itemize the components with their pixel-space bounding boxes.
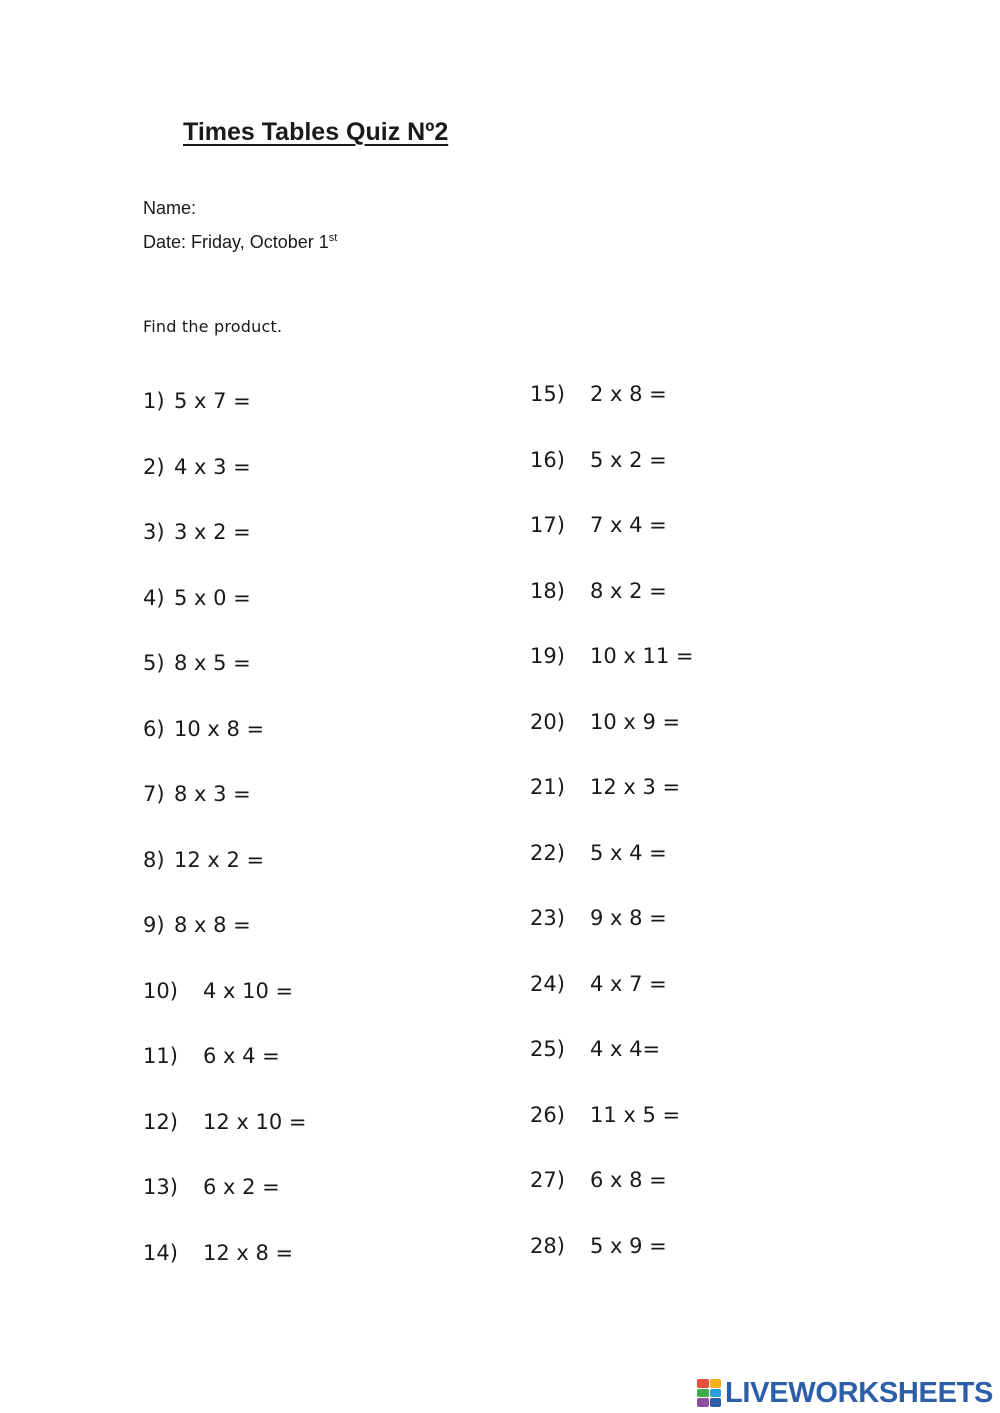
question-item bbox=[143, 651, 473, 717]
question-number: 19) bbox=[530, 644, 565, 668]
name-label: Name: bbox=[143, 198, 197, 218]
questions-right-column bbox=[530, 382, 860, 1299]
question-expression: 10 x 11 = bbox=[590, 644, 694, 668]
question-number: 2) bbox=[143, 454, 165, 479]
question-item bbox=[530, 448, 860, 514]
question-expression: 8 x 5 = bbox=[174, 651, 251, 675]
question-item bbox=[143, 782, 473, 848]
liveworksheets-logo bbox=[697, 1377, 993, 1409]
question-item bbox=[530, 1037, 860, 1103]
question-number: 6) bbox=[143, 716, 165, 741]
date-label: Date: Friday, October 1 bbox=[143, 232, 329, 252]
question-item bbox=[530, 644, 860, 710]
question-item bbox=[143, 389, 473, 455]
question-expression: 4 x 3 = bbox=[174, 454, 251, 479]
question-expression: 12 x 10 = bbox=[203, 1109, 307, 1134]
question-number: 8) bbox=[143, 847, 165, 872]
question-expression: 6 x 4 = bbox=[203, 1044, 280, 1068]
question-number: 16) bbox=[530, 447, 565, 472]
question-expression: 10 x 9 = bbox=[590, 709, 681, 734]
question-expression: 5 x 4 = bbox=[590, 840, 667, 865]
question-expression: 3 x 2 = bbox=[174, 520, 251, 544]
question-number: 20) bbox=[530, 709, 565, 734]
question-item bbox=[530, 906, 860, 972]
logo-text: LIVEWORKSHEETS bbox=[725, 1376, 994, 1409]
question-item bbox=[530, 972, 860, 1038]
question-number: 26) bbox=[530, 1102, 565, 1127]
question-number: 4) bbox=[143, 585, 165, 610]
question-item bbox=[143, 520, 473, 586]
question-number: 15) bbox=[530, 382, 565, 406]
question-number: 22) bbox=[530, 840, 565, 865]
question-number: 14) bbox=[143, 1240, 178, 1265]
question-item bbox=[530, 382, 860, 448]
question-number: 17) bbox=[530, 513, 565, 537]
question-number: 11) bbox=[143, 1044, 178, 1068]
question-expression: 5 x 0 = bbox=[174, 585, 251, 610]
question-number: 21) bbox=[530, 775, 565, 799]
question-number: 18) bbox=[530, 578, 565, 603]
question-expression: 8 x 3 = bbox=[174, 782, 251, 806]
question-number: 7) bbox=[143, 782, 165, 806]
question-expression: 6 x 2 = bbox=[203, 1175, 280, 1199]
question-item bbox=[143, 848, 473, 914]
question-item bbox=[143, 455, 473, 521]
question-expression: 12 x 8 = bbox=[203, 1240, 294, 1265]
question-item bbox=[530, 1168, 860, 1234]
question-number: 10) bbox=[143, 978, 178, 1003]
question-expression: 9 x 8 = bbox=[590, 906, 667, 930]
question-item bbox=[530, 710, 860, 776]
question-expression: 5 x 2 = bbox=[590, 447, 667, 472]
question-expression: 4 x 10 = bbox=[203, 978, 294, 1003]
liveworksheets-logo-icon bbox=[697, 1379, 721, 1407]
question-expression: 8 x 8 = bbox=[174, 913, 251, 937]
question-item bbox=[530, 1103, 860, 1169]
question-item bbox=[530, 579, 860, 645]
question-item bbox=[143, 717, 473, 783]
question-item bbox=[143, 1175, 473, 1241]
question-expression: 12 x 3 = bbox=[590, 775, 681, 799]
date-line bbox=[143, 232, 337, 253]
date-suffix: st bbox=[328, 232, 338, 244]
question-number: 13) bbox=[143, 1175, 178, 1199]
question-expression: 6 x 8 = bbox=[590, 1168, 667, 1192]
question-number: 23) bbox=[530, 906, 565, 930]
instructions: Find the product. bbox=[143, 317, 283, 336]
question-number: 24) bbox=[530, 971, 565, 996]
question-item bbox=[530, 775, 860, 841]
question-expression: 10 x 8 = bbox=[174, 716, 265, 741]
question-item bbox=[530, 841, 860, 907]
question-expression: 8 x 2 = bbox=[590, 578, 667, 603]
question-number: 27) bbox=[530, 1168, 565, 1192]
question-expression: 11 x 5 = bbox=[590, 1102, 681, 1127]
question-expression: 4 x 4= bbox=[590, 1037, 661, 1061]
question-item bbox=[143, 586, 473, 652]
question-expression: 12 x 2 = bbox=[174, 847, 265, 872]
question-item bbox=[143, 913, 473, 979]
question-expression: 5 x 7 = bbox=[174, 389, 251, 413]
question-number: 25) bbox=[530, 1037, 565, 1061]
question-expression: 4 x 7 = bbox=[590, 971, 667, 996]
question-number: 12) bbox=[143, 1109, 178, 1134]
question-expression: 5 x 9 = bbox=[590, 1233, 667, 1258]
question-number: 5) bbox=[143, 651, 165, 675]
question-item bbox=[143, 1110, 473, 1176]
question-item bbox=[143, 979, 473, 1045]
worksheet-title: Times Tables Quiz Nº2 bbox=[183, 118, 449, 146]
question-number: 3) bbox=[143, 520, 165, 544]
question-item bbox=[143, 1044, 473, 1110]
question-item bbox=[143, 1241, 473, 1307]
questions-left-column bbox=[143, 389, 473, 1306]
question-item bbox=[530, 1234, 860, 1300]
question-expression: 7 x 4 = bbox=[590, 513, 667, 537]
question-number: 1) bbox=[143, 389, 165, 413]
question-number: 28) bbox=[530, 1233, 565, 1258]
question-number: 9) bbox=[143, 913, 165, 937]
question-item bbox=[530, 513, 860, 579]
question-expression: 2 x 8 = bbox=[590, 382, 667, 406]
